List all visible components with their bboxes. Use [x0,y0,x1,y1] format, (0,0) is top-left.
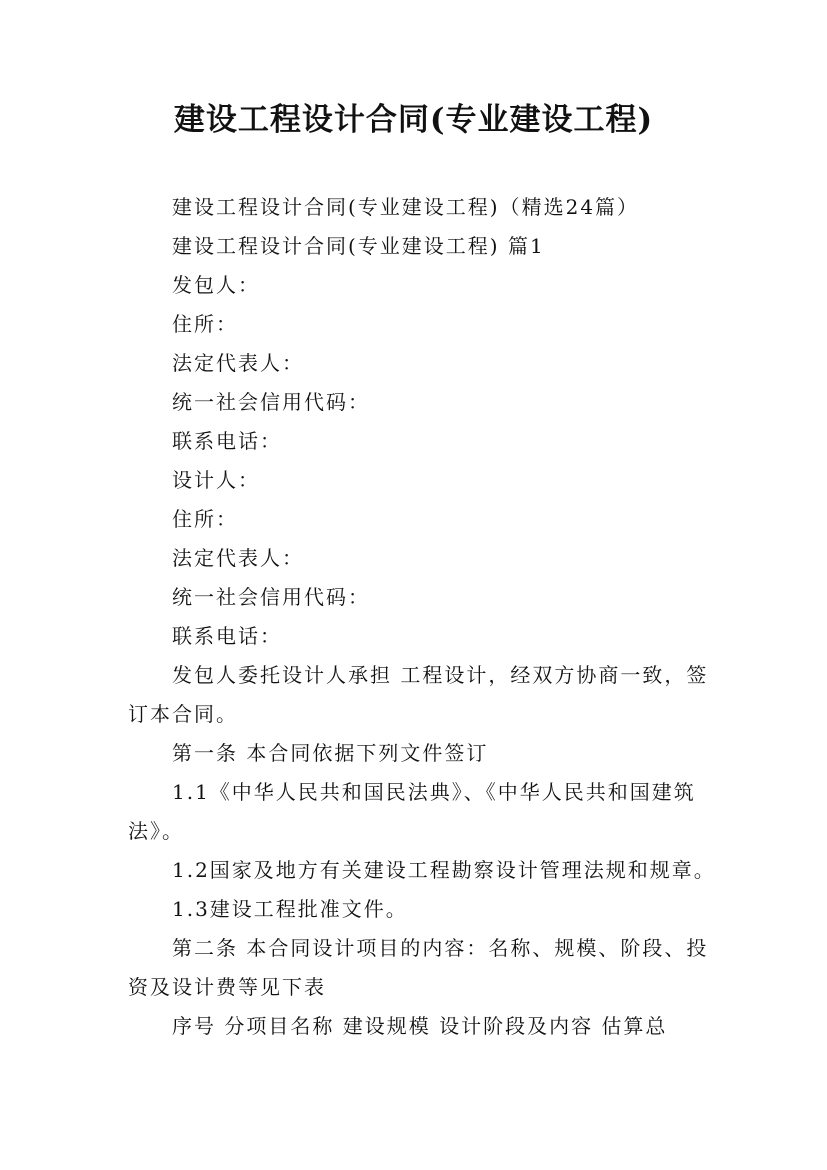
paragraph-designer-credit-code: 统一社会信用代码： [172,585,370,609]
paragraph-clause-1-2: 1.2国家及地方有关建设工程勘察设计管理法规和规章。 [172,858,716,882]
paragraph-table-header: 序号 分项目名称 建设规模 设计阶段及内容 估算总 [172,1014,668,1038]
paragraph-designer-phone: 联系电话： [172,624,282,648]
paragraph-designer-representative: 法定代表人： [172,546,304,570]
document-body [128,188,718,1046]
paragraph-intro: 建设工程设计合同(专业建设工程)（精选24篇） [172,195,640,219]
paragraph-section-heading: 建设工程设计合同(专业建设工程) 篇1 [172,234,545,258]
paragraph-commission: 发包人委托设计人承担 工程设计，经双方协商一致，签订本合同。 [128,663,709,726]
document-title: 建设工程设计合同(专业建设工程) [173,102,654,138]
paragraph-clause-1-1: 1.1《中华人民共和国民法典》、《中华人民共和国建筑法》。 [128,780,696,843]
paragraph-client-credit-code: 统一社会信用代码： [172,390,370,414]
paragraph-client: 发包人： [172,273,260,297]
paragraph-client-representative: 法定代表人： [172,351,304,375]
paragraph-designer: 设计人： [172,468,260,492]
paragraph-client-phone: 联系电话： [172,429,282,453]
paragraph-article-2: 第二条 本合同设计项目的内容：名称、规模、阶段、投资及设计费等见下表 [128,936,709,999]
paragraph-client-address: 住所： [172,312,238,336]
paragraph-article-1: 第一条 本合同依据下列文件签订 [172,741,489,765]
paragraph-designer-address: 住所： [172,507,238,531]
paragraph-clause-1-3: 1.3建设工程批准文件。 [172,897,408,921]
